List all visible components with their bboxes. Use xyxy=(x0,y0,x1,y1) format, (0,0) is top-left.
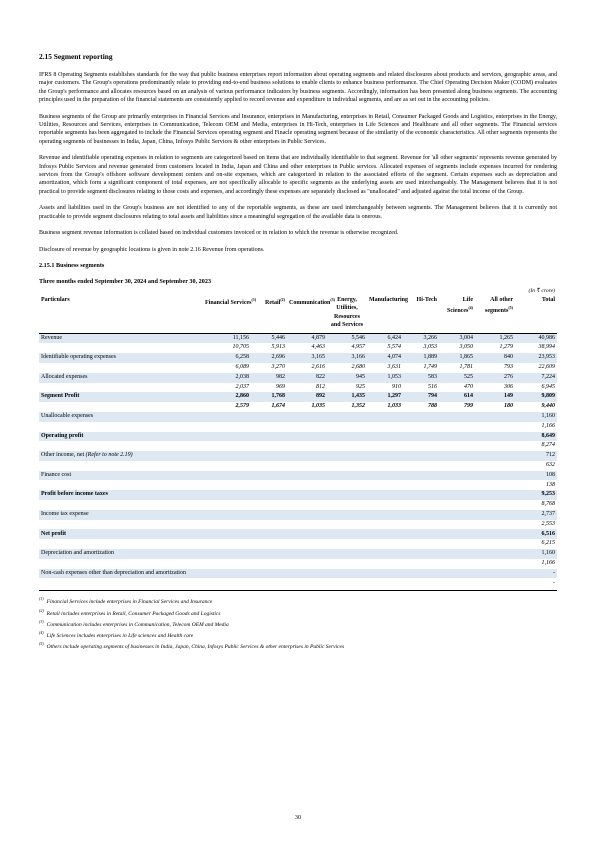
page-number: 30 xyxy=(294,814,302,821)
paragraph-assets-liabilities: Assets and liabilities used in the Group's business are not identified to any of the reportable segments, as these are used interchangeably between segments. The Management believes that it is currently not practicable to provide segment disclosures relating to total assets and liabilities since a meaningful segregation of the available data is onerous. xyxy=(39,205,557,220)
row-label-note: (Refer to note 2.19) xyxy=(85,452,133,459)
col-life-sciences: Life Sciences$^{(4)}$ xyxy=(439,295,475,333)
row-label xyxy=(39,549,203,559)
total-row-prior xyxy=(39,500,557,510)
col-hi-tech: Hi-Tech xyxy=(403,295,439,333)
table-cell: 812 xyxy=(316,383,325,390)
row-label-empty xyxy=(39,383,203,393)
table-cell: 2,616 xyxy=(311,364,325,371)
col-communication: Communication$^{(3)}$ xyxy=(287,295,327,333)
total-row-prior xyxy=(39,461,557,471)
row-label: Segment Profit xyxy=(39,392,203,402)
paragraph-geographic: Disclosure of revenue by geographic locations is given in note 2.16 Revenue from operations. xyxy=(39,246,265,253)
table-cell: 982 xyxy=(251,373,287,383)
paragraph-business-segments: Business segments of the Group are primarily enterprises in Financial Services and Insurance, enterprises in Manufacturing, enterprises in Retail, Consumer Packaged Goods and Logistics, enterprises in the Energy, Utilities, Resources and Services, enterprises in Communication, Telecom OEM and Media, enterprises in Hi-Tech, enterprises in Life Sciences and Healthcare and all other segments. The Financial services reportable segments has been aggregated to include the Financial Services operating segment and Finacle operating segment because of the similarity of the economic characteristics. All other segments represents the operating segments of businesses in India, Japan, China, Infosys Public Services & other enterprises in Public Services. xyxy=(39,113,557,145)
total-cell: 1,166 xyxy=(541,559,555,566)
total-cell: 2,737 xyxy=(203,510,557,520)
row-label-empty xyxy=(39,559,203,569)
table-cell: 1,352 xyxy=(351,403,365,410)
table-row xyxy=(39,392,557,402)
table-cell: 1,435 xyxy=(327,392,367,402)
table-cell: 22,609 xyxy=(538,364,555,371)
table-row xyxy=(39,373,557,383)
table-cell: 40,986 xyxy=(515,333,557,343)
table-row-prior xyxy=(39,402,557,412)
row-label-empty xyxy=(39,520,203,530)
table-cell: 1,749 xyxy=(423,364,437,371)
total-row xyxy=(39,510,557,520)
total-cell: 9,253 xyxy=(203,490,557,500)
total-row xyxy=(39,451,557,461)
row-label-text: Unallocable expenses xyxy=(41,413,94,419)
table-cell: 2,038 xyxy=(203,373,251,383)
total-cell: 138 xyxy=(546,481,555,488)
row-label xyxy=(39,529,203,539)
row-label-empty xyxy=(39,461,203,471)
row-label: Revenue xyxy=(39,333,203,343)
row-label: Allocated expenses xyxy=(39,373,203,383)
table-row-prior xyxy=(39,383,557,393)
table-cell: 840 xyxy=(475,353,515,363)
row-label: Identifiable operating expenses xyxy=(39,353,203,363)
table-cell: 793 xyxy=(504,364,513,371)
table-cell: 925 xyxy=(356,383,365,390)
table-cell: 1,674 xyxy=(271,403,285,410)
row-label-empty xyxy=(39,500,203,510)
row-label xyxy=(39,510,203,520)
table-cell: 4,463 xyxy=(311,344,325,351)
row-label-text: Depreciation and amortization xyxy=(41,550,114,557)
table-cell: 9,440 xyxy=(541,403,555,410)
total-row-prior xyxy=(39,441,557,451)
table-cell: 4,879 xyxy=(287,333,327,343)
table-cell: 6,258 xyxy=(203,353,251,363)
table-cell: 6,945 xyxy=(541,383,555,390)
total-cell: 712 xyxy=(203,451,557,461)
table-cell: 910 xyxy=(392,383,401,390)
total-cell: 8,274 xyxy=(541,442,555,449)
table-cell: 799 xyxy=(464,403,473,410)
row-label-text: Profit before income taxes xyxy=(41,491,108,498)
footnote-1: $^{(1)}$Financial Services include enterprises in Financial Services and Insurance xyxy=(39,596,213,606)
row-label-empty xyxy=(39,578,203,588)
table-cell: 1,889 xyxy=(403,353,439,363)
col-retail: Retail$^{(2)}$ xyxy=(251,295,287,333)
segment-table xyxy=(39,295,557,588)
subsection-title: 2.15.1 Business segments xyxy=(39,261,105,269)
total-row xyxy=(39,412,557,422)
col-all-other: All other segments$^{(5)}$ xyxy=(475,295,515,333)
table-cell: 822 xyxy=(287,373,327,383)
total-row-prior xyxy=(39,559,557,569)
table-cell: 23,953 xyxy=(515,353,557,363)
footnote-divider xyxy=(39,590,557,591)
table-cell: 525 xyxy=(439,373,475,383)
table-cell: 945 xyxy=(327,373,367,383)
table-cell: 3,165 xyxy=(287,353,327,363)
table-cell: 2,579 xyxy=(235,403,249,410)
table-cell: 470 xyxy=(464,383,473,390)
table-cell: 1,297 xyxy=(367,392,403,402)
total-row xyxy=(39,569,557,579)
total-row xyxy=(39,549,557,559)
total-cell: 2,553 xyxy=(541,520,555,527)
col-energy: Energy, Utilities, Resources and Services xyxy=(327,295,367,333)
col-total: Total xyxy=(515,295,557,333)
table-cell: 892 xyxy=(287,392,327,402)
paragraph-revenue-info: Business segment revenue information is collated based on individual customers invoiced or in relation to which the revenue is otherwise recognized. xyxy=(39,230,399,237)
table-cell: 516 xyxy=(428,383,437,390)
row-label xyxy=(39,412,203,422)
total-cell: - xyxy=(553,579,555,586)
row-label-empty xyxy=(39,402,203,412)
table-cell: 11,156 xyxy=(203,333,251,343)
table-cell: 7,224 xyxy=(515,373,557,383)
table-cell: 1,865 xyxy=(439,353,475,363)
table-row xyxy=(39,353,557,363)
row-label-text: Other income, net xyxy=(41,452,85,459)
table-cell: 1,279 xyxy=(499,344,513,351)
total-cell: - xyxy=(203,569,557,579)
table-cell: 583 xyxy=(403,373,439,383)
col-financial-services: Financial Services$^{(1)}$ xyxy=(203,295,251,333)
table-cell: 2,696 xyxy=(251,353,287,363)
table-cell: 5,546 xyxy=(327,333,367,343)
total-row-prior xyxy=(39,539,557,549)
row-label-empty xyxy=(39,422,203,432)
section-title: 2.15 Segment reporting xyxy=(39,52,113,61)
total-row-prior xyxy=(39,578,557,588)
col-manufacturing: Manufacturing xyxy=(367,295,403,333)
table-cell: 1,053 xyxy=(367,373,403,383)
total-row-prior xyxy=(39,520,557,530)
table-cell: 1,035 xyxy=(311,403,325,410)
row-label-empty xyxy=(39,441,203,451)
table-cell: 5,574 xyxy=(387,344,401,351)
table-cell: 1,265 xyxy=(475,333,515,343)
row-label-empty xyxy=(39,363,203,373)
table-row-prior xyxy=(39,363,557,373)
table-cell: 276 xyxy=(475,373,515,383)
table-cell: 3,053 xyxy=(423,344,437,351)
footnotes xyxy=(39,595,557,651)
footnote-2: $^{(2)}$Retail includes enterprises in Retail, Consumer Packaged Goods and Logistics xyxy=(39,607,221,617)
row-label-empty xyxy=(39,539,203,549)
table-cell: 794 xyxy=(403,392,439,402)
table-cell: 3,270 xyxy=(271,364,285,371)
total-row-prior xyxy=(39,480,557,490)
table-cell: 180 xyxy=(504,403,513,410)
total-cell: 1,160 xyxy=(203,412,557,422)
col-particulars: Particulars xyxy=(39,295,203,333)
footnote-5: $^{(5)}$Others include operating segments of businesses in India, Japan, China, Infosys Public Services & other enterprises in Public Services xyxy=(39,641,345,651)
table-cell: 3,266 xyxy=(403,333,439,343)
row-label-empty xyxy=(39,343,203,353)
row-label-text: Income tax expense xyxy=(41,510,89,517)
page-content xyxy=(39,52,557,652)
total-row-prior xyxy=(39,422,557,432)
row-label-text: Net profit xyxy=(41,530,67,537)
row-label-empty xyxy=(39,480,203,490)
table-cell: 2,680 xyxy=(351,364,365,371)
total-cell: 1,166 xyxy=(541,422,555,429)
row-label-text: Non-cash expenses other than depreciation and amortization xyxy=(41,569,186,576)
row-label xyxy=(39,451,203,461)
paragraph-revenue-expenses: Revenue and identifiable operating expenses in relation to segments are categorized based on items that are individually identifiable to that segment. Revenue for 'all other segments' represents revenue generated by Infosys Public Services and revenue generated from customers located in India, Japan and China and other enterprises in Public services. Allocated expenses of segments include expenses incurred for rendering services from the Group's offshore software development centers and on-site expenses, which are categorized in relation to the associated efforts of the segment. Certain expenses such as depreciation and amortization, which form a significant component of total expenses, are not specifically allocable to specific segments as the underlying assets are used interchangeably. The Management believes that it is not practical to provide segment disclosures relating to those costs and expenses, and accordingly these expenses are separately disclosed as "unallocated" and adjusted against the total income of the Group. xyxy=(39,155,557,195)
total-cell: 8,649 xyxy=(203,432,557,442)
row-label-text: Operating profit xyxy=(41,432,84,439)
table-cell: 3,050 xyxy=(459,344,473,351)
table-cell: 2,860 xyxy=(203,392,251,402)
total-cell: 8,768 xyxy=(541,501,555,508)
footnote-4: $^{(4)}$Life Sciences includes enterprises in Life sciences and Health care xyxy=(39,630,194,640)
paragraph-ifrs8: IFRS 8 Operating Segments establishes standards for the way that public business enterprises report information about operating segments and related disclosures about products and services, geographic areas, and major customers. The Group's operations predominantly relate to providing end-to-end business solutions to enable clients to enhance business performance. The Chief Operating Decision Maker (CODM) evaluates the Group's performance and allocates resources based on an analysis of various performance indicators by business segments. Accordingly, information has been presented along business segments. The accounting principles used in the preparation of the financial statements are consistently applied to record revenue and expenditure in individual segments, and are as set out in the accounting policies. xyxy=(39,72,557,104)
table-cell: 9,809 xyxy=(515,392,557,402)
table-cell: 38,994 xyxy=(538,344,555,351)
table-cell: 3,166 xyxy=(327,353,367,363)
table-cell: 788 xyxy=(428,403,437,410)
unit-note: (In ₹ crore) xyxy=(528,287,555,294)
table-cell: 149 xyxy=(475,392,515,402)
table-cell: 5,446 xyxy=(251,333,287,343)
table-cell: 1,033 xyxy=(387,403,401,410)
table-cell: 1,781 xyxy=(459,364,473,371)
total-row xyxy=(39,529,557,539)
table-cell: 3,004 xyxy=(439,333,475,343)
total-cell: 6,215 xyxy=(541,540,555,547)
table-row xyxy=(39,333,557,343)
table-cell: 6,089 xyxy=(235,364,249,371)
table-cell: 6,424 xyxy=(367,333,403,343)
table-cell: 969 xyxy=(276,383,285,390)
total-row xyxy=(39,490,557,500)
total-row xyxy=(39,432,557,442)
table-header-row xyxy=(39,295,557,333)
footnote-3: $^{(3)}$Communication includes enterprises in Communication, Telecom OEM and Media xyxy=(39,618,229,628)
table-cell: 1,768 xyxy=(251,392,287,402)
row-label xyxy=(39,490,203,500)
total-cell: 1,160 xyxy=(203,549,557,559)
table-cell: 4,074 xyxy=(367,353,403,363)
table-row-prior xyxy=(39,343,557,353)
table-cell: 10,705 xyxy=(232,344,249,351)
total-row xyxy=(39,471,557,481)
table-cell: 3,631 xyxy=(387,364,401,371)
table-cell: 306 xyxy=(504,383,513,390)
table-title: Three months ended September 30, 2024 and September 30, 2023 xyxy=(39,277,212,285)
table-cell: 2,037 xyxy=(235,383,249,390)
row-label xyxy=(39,432,203,442)
table-cell: 5,913 xyxy=(271,344,285,351)
row-label-text: Finance cost xyxy=(41,471,72,478)
table-cell: 4,957 xyxy=(351,344,365,351)
total-cell: 632 xyxy=(546,461,555,468)
total-cell: 108 xyxy=(203,471,557,481)
total-cell: 6,516 xyxy=(203,529,557,539)
row-label xyxy=(39,569,203,579)
row-label xyxy=(39,471,203,481)
table-cell: 614 xyxy=(439,392,475,402)
